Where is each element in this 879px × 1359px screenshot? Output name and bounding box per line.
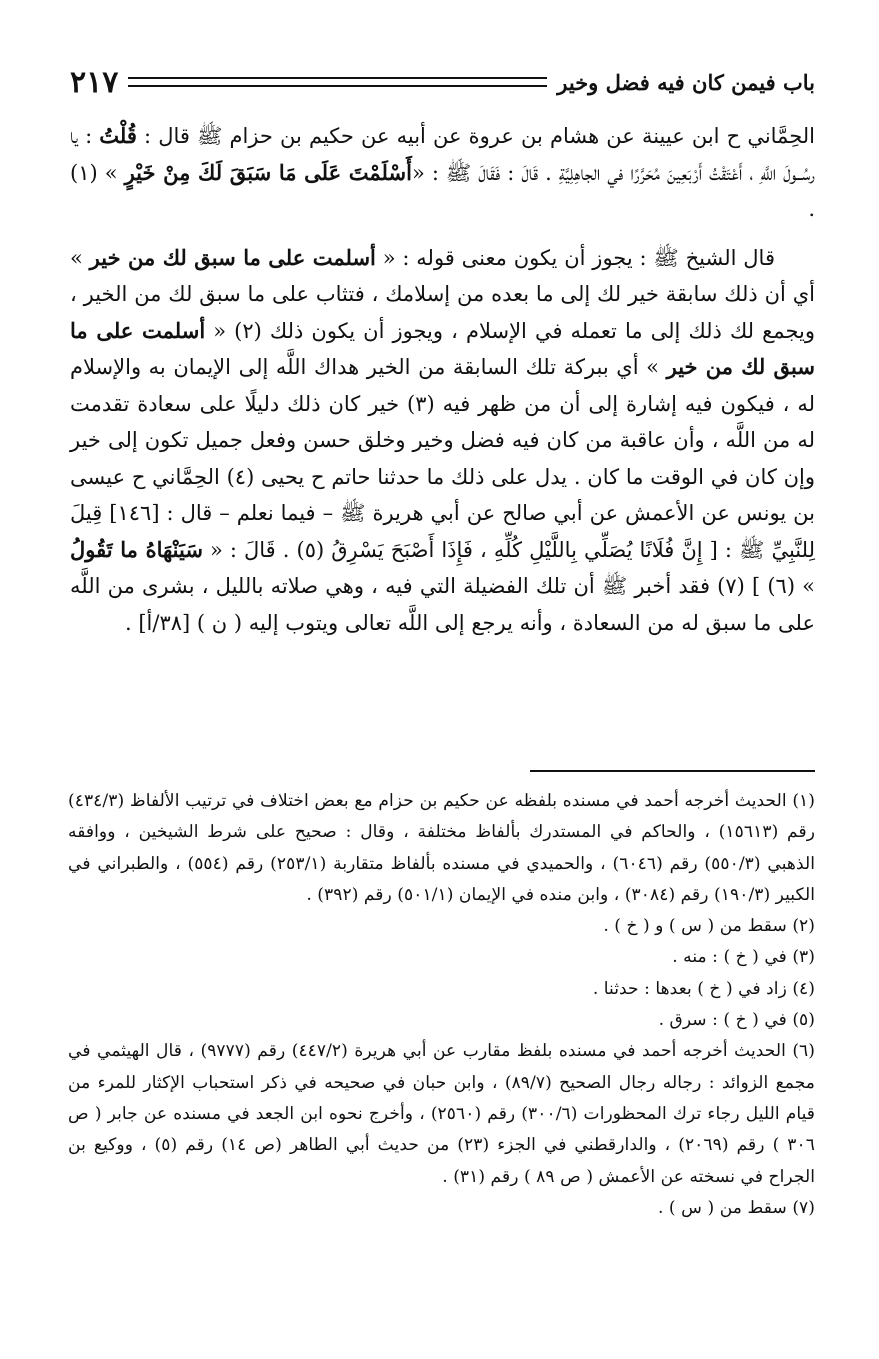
footnote-3: (٣) في ( خ ) : منه .	[672, 947, 815, 968]
footnote-6: (٦) الحديث أخرجه أحمد في مسنده بلفظ مقارب عن أبي هريرة (٤٤٧/٢) رقم (٩٧٧٧) ، قال الهيثمي في مجمع الزوائد : رجاله رجال الصحيح (٨٩/٧) ، وابن حبان في صحيحه في ذكر استحباب الإكثار للمرء من قيام الليل رجاء ترك المحظورات (٣٠٠/٦) رقم (٢٥٦٠) ، وأخرج نحوه ابن الجعد في مسنده عن جابر ( ص ٣٠٦ ) رقم (٢٠٦٩) ، والدارقطني في الجزء (٢٣) من حديث أبي الطاهر (ص ١٤) رقم (٥) ، ووكيع بن الجراح في نسخته عن الأعمش ( ص ٨٩ ) رقم (٣١) .	[68, 1041, 815, 1187]
footnote-4: (٤) زاد في ( خ ) بعدها : حدثنا .	[592, 978, 815, 999]
footnote-5: (٥) في ( خ ) : سرق .	[658, 1010, 815, 1031]
page-number: ٢١٧	[70, 64, 119, 100]
bold-phrase: أسلمت على ما سبق لك من خير	[70, 317, 815, 379]
header-double-rule	[128, 77, 547, 87]
bold-phrase: قُلْتُ	[99, 123, 137, 148]
footnotes	[68, 786, 815, 1224]
running-header	[70, 62, 815, 102]
text-run: » (١) .	[70, 160, 815, 221]
paragraph-hadith	[70, 118, 815, 228]
text-run: » أي ببركة تلك السابقة من الخير هداك اللَّه إلى الإيمان به والإسلام له ، فيكون فيه إشارة إلى أن من ظهر فيه (٣) خير كان ذلك دليلًا على سعادة تقدمت له من اللَّه ، وأن عاقبة من كان فيه فضل وخير وخلق حسن وفعل جميل تكون إلى خير وإن كان في الوقت ما كان . يدل على ذلك ما حدثنا حاتم ح يحيى (٤) الحِمَّاني ح عيسى بن يونس عن الأعمش عن أبي صالح عن أبي هريرة ﷺ – فيما نعلم – قال : [١٤٦] قِيلَ لِلنَّبِيِّ ﷺ : [ إِنَّ فُلَانًا يُصَلِّي بِاللَّيْلِ كُلِّهِ ، فَإِذَا أَصْبَحَ يَسْرِقُ (٥) . قَالَ : «	[70, 355, 816, 562]
bold-phrase: أسلمت على ما سبق لك من خير	[89, 244, 376, 270]
text-run: » أي أن ذلك سابقة خير لك إلى ما بعده من إسلامك ، فتثاب على ما سبق لك من الخير ، ويجمع لك ذلك إلى ما تعمله في الإسلام ، ويجوز أن يكون ذلك (٢) «	[70, 245, 815, 343]
footnote-7: (٧) سقط من ( س ) .	[658, 1197, 815, 1218]
footnote-1: (١) الحديث أخرجه أحمد في مسنده بلفظه عن حكيم بن حزام مع بعض اختلاف في ترتيب الألفاظ (٤٣٤/٣) رقم (١٥٦١٣) ، والحاكم في المستدرك بألفاظ مختلفة ، وقال : صحيح على شرط الشيخين ، ووافقه الذهبي (٥٥٠/٣) رقم (٦٠٤٦) ، والحميدي في مسنده بألفاظ متقاربة (٢٥٣/١) رقم (٥٥٤) ، والطبراني في الكبير (١٩٠/٣) رقم (٣٠٨٤) ، وابن منده في الإيمان (٥٠١/١) رقم (٣٩٢) .	[68, 791, 815, 905]
text-run: : يا رسُــولَ اللَّهِ ، أَعْتَقْتُ أَرْبَعِينَ مُحَرَّرًا في الجاهِلِيَّةِ . قَالَ : فَقَالَ ﷺ : «	[70, 124, 815, 185]
footnote-separator	[530, 770, 815, 772]
text-run: الحِمَّاني ح ابن عيينة عن هشام بن عروة عن أبيه عن حكيم بن حزام ﷺ قال :	[136, 124, 815, 148]
chapter-title: باب فيمن كان فيه فضل وخير	[557, 69, 815, 95]
text-run: قال الشيخ ﷺ : يجوز أن يكون معنى قوله : «	[375, 245, 775, 270]
paragraph-commentary	[70, 240, 815, 642]
text-run: » (٦) ] (٧) فقد أخبر ﷺ أن تلك الفضيلة التي فيه ، وهي صلاته بالليل ، بشرى من اللَّه على ما سبق له من السعادة ، وأنه يرجع إلى اللَّه تعالى ويتوب إليه ( ن ) [٣٨/أ] .	[70, 574, 816, 635]
bold-phrase: أَسْلَمْتَ عَلَى مَا سَبَقَ لَكَ مِنْ خَيْرٍ	[124, 159, 412, 185]
footnote-2: (٢) سقط من ( س ) و ( خ ) .	[603, 916, 815, 937]
bold-phrase: سَيَنْهَاهُ ما تَقُولُ	[70, 536, 203, 562]
main-text	[70, 118, 815, 641]
